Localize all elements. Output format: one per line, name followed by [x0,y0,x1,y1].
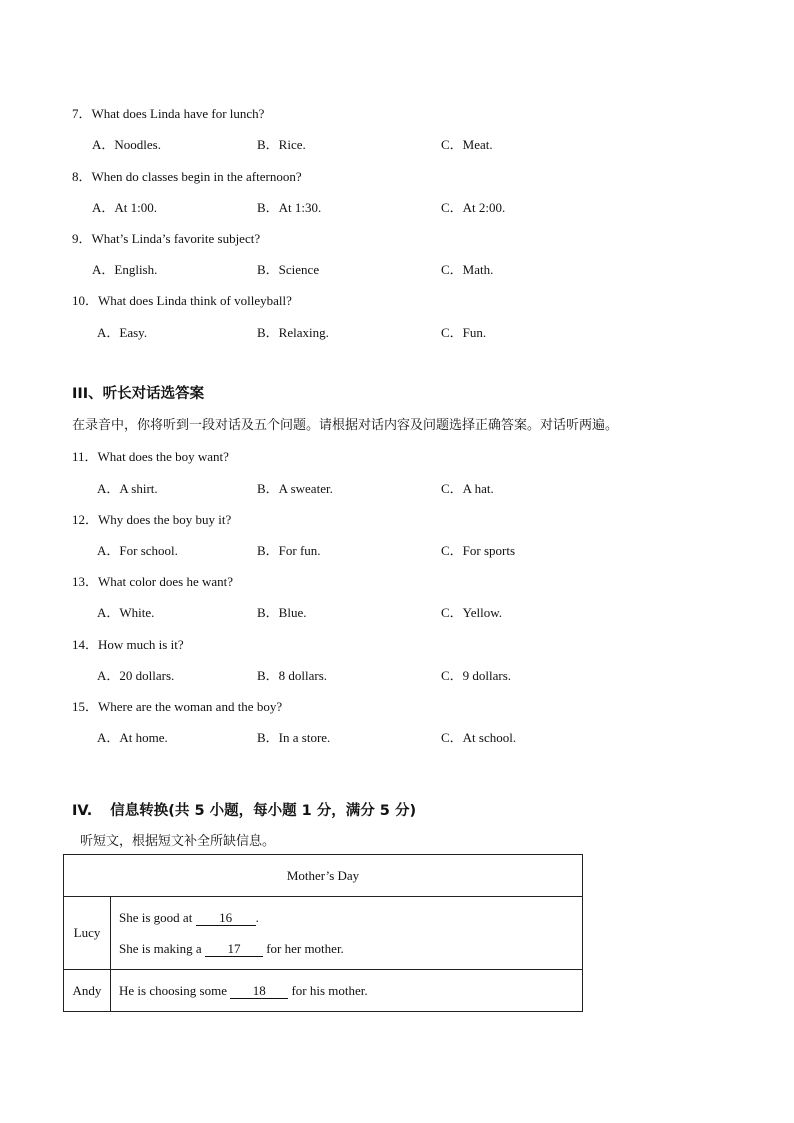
option-a: A．Easy. [97,325,148,340]
option-a: A．Noodles. [92,137,161,152]
question-10-text: 10．What does Linda think of volleyball? [72,293,292,308]
option-c: C．Fun. [441,325,487,340]
andy-info-cell: He is choosing some 18 for his mother. [111,970,583,1012]
option-c: C．At school. [441,730,517,745]
section-4-heading: 信息转换(共 5 小题，每小题 1 分，满分 5 分) [110,803,417,819]
option-a: A．White. [97,605,155,620]
option-c: C．9 dollars. [441,668,512,683]
option-a: A．English. [92,262,158,277]
info-table [63,854,583,1012]
row-label-andy: Andy [64,970,111,1012]
option-c: C．Math. [441,262,494,277]
section-3-instruction: 在录音中，你将听到一段对话及五个问题。请根据对话内容及问题选择正确答案。对话听两遍。 [72,418,619,433]
option-a: A．At 1:00. [92,200,158,215]
lucy-line-1: She is good at 16 . [119,910,259,925]
section-4-title [72,799,416,820]
question-13-text: 13．What color does he want? [72,574,234,589]
option-c: C．At 2:00. [441,200,506,215]
option-c: C．Meat. [441,137,493,152]
option-a: A．20 dollars. [97,668,175,683]
option-a: A．For school. [97,543,178,558]
question-14-text: 14．How much is it? [72,637,184,652]
option-b: B．Blue. [257,605,307,620]
option-b: B．For fun. [257,543,321,558]
option-b: B．Rice. [257,137,306,152]
question-9-text: 9．What’s Linda’s favorite subject? [72,231,261,246]
lucy-info-cell [111,897,583,970]
blank-18[interactable]: 18 [230,984,288,999]
option-b: B．Relaxing. [257,325,329,340]
option-b: B．Science [257,262,320,277]
option-c: C．A hat. [441,481,494,496]
question-7-text: 7．What does Linda have for lunch? [72,106,265,121]
blank-17[interactable]: 17 [205,942,263,957]
question-12-text: 12．Why does the boy buy it? [72,512,232,527]
option-b: B．In a store. [257,730,331,745]
row-label-lucy: Lucy [64,897,111,970]
question-8-text: 8．When do classes begin in the afternoon? [72,169,302,184]
option-c: C．For sports [441,543,516,558]
section-4-instruction: 听短文，根据短文补全所缺信息。 [80,834,276,849]
table-header: Mother’s Day [64,855,583,897]
question-15-text: 15．Where are the woman and the boy? [72,699,283,714]
section-4-number: IV. [72,803,93,819]
option-c: C．Yellow. [441,605,503,620]
option-b: B．A sweater. [257,481,333,496]
option-b: B．8 dollars. [257,668,328,683]
lucy-line-2: She is making a 17 for her mother. [119,941,344,956]
blank-16[interactable]: 16 [196,911,256,926]
question-11-text: 11．What does the boy want? [72,449,229,464]
option-b: B．At 1:30. [257,200,322,215]
option-a: A．A shirt. [97,481,158,496]
option-a: A．At home. [97,730,168,745]
section-3-title: III、听长对话选答案 [72,386,205,402]
